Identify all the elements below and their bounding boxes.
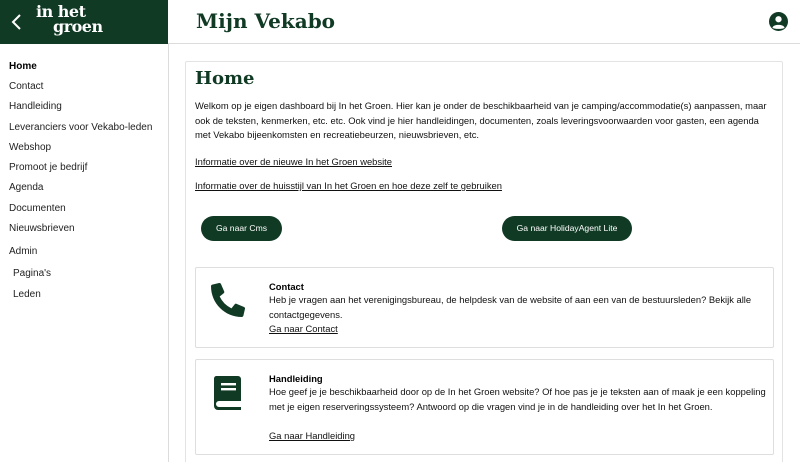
- sidebar-item-handleiding[interactable]: Handleiding: [9, 101, 62, 112]
- page-title: Mijn Vekabo: [196, 9, 336, 33]
- chevron-left-icon[interactable]: [9, 11, 25, 33]
- phone-icon: [211, 282, 245, 318]
- home-heading: Home: [195, 68, 255, 89]
- sidebar-item-leden[interactable]: Leden: [13, 289, 41, 300]
- handleiding-box: [195, 359, 774, 455]
- sidebar-item-contact[interactable]: Contact: [9, 81, 44, 92]
- top-bar: [168, 0, 800, 44]
- sidebar-item-paginas[interactable]: Pagina's: [13, 268, 52, 279]
- sidebar-item-home[interactable]: Home: [9, 61, 37, 72]
- intro-text: Welkom op je eigen dashboard bij In het Groen. Hier kan je onder de beschikbaarheid van je camping/accommodatie(s) aanpassen, maar ook de teksten, kenmerken, etc. etc. Ook vind je hier handleidingen, documenten, zoals leveringsvoorwaarden voor gasten, een agenda met Vekabo bijeenkomsten en recreatiebeurzen, nieuwsbrieven, etc.: [195, 100, 767, 140]
- sidebar: [0, 44, 169, 462]
- contact-box-title: Contact: [269, 281, 304, 292]
- sidebar-item-promoot[interactable]: Promoot je bedrijf: [9, 162, 88, 173]
- contact-box-text: Heb je vragen aan het verenigingsbureau, de helpdesk van de website of aan een van de bestuursleden? Bekijk alle contactgegevens.: [269, 294, 752, 320]
- logo-line-1: in het: [36, 2, 86, 21]
- logo[interactable]: [36, 4, 103, 34]
- sidebar-item-agenda[interactable]: Agenda: [9, 182, 44, 193]
- sidebar-item-nieuwsbrieven[interactable]: Nieuwsbrieven: [9, 223, 75, 234]
- handleiding-box-text: Hoe geef je je beschikbaarheid door op de In het Groen website? Of hoe pas je je teksten aan of maak je een koppeling met je eigen reserveringssysteem? Antwoord op die vragen vind je in de handleiding over het In het Groen.: [269, 386, 766, 412]
- huisstijl-info-link[interactable]: Informatie over de huisstijl van In het Groen en hoe deze zelf te gebruiken: [195, 180, 502, 191]
- logo-line-2: groen: [53, 17, 103, 36]
- sidebar-item-leveranciers[interactable]: Leveranciers voor Vekabo-leden: [9, 122, 153, 133]
- contact-link[interactable]: Ga naar Contact: [269, 323, 338, 334]
- main-content: [169, 44, 800, 462]
- website-info-link[interactable]: Informatie over de nieuwe In het Groen website: [195, 156, 392, 167]
- handleiding-box-title: Handleiding: [269, 373, 323, 384]
- holidayagent-button[interactable]: Ga naar HolidayAgent Lite: [502, 216, 632, 241]
- brand-header: [0, 0, 168, 44]
- contact-box: [195, 267, 774, 348]
- book-icon: [211, 375, 245, 411]
- sidebar-item-admin[interactable]: Admin: [9, 246, 38, 257]
- home-card: [185, 61, 783, 462]
- handleiding-link[interactable]: Ga naar Handleiding: [269, 430, 355, 441]
- cms-button[interactable]: Ga naar Cms: [201, 216, 282, 241]
- sidebar-item-webshop[interactable]: Webshop: [9, 142, 52, 153]
- user-circle-icon[interactable]: [769, 12, 788, 31]
- sidebar-item-documenten[interactable]: Documenten: [9, 203, 66, 214]
